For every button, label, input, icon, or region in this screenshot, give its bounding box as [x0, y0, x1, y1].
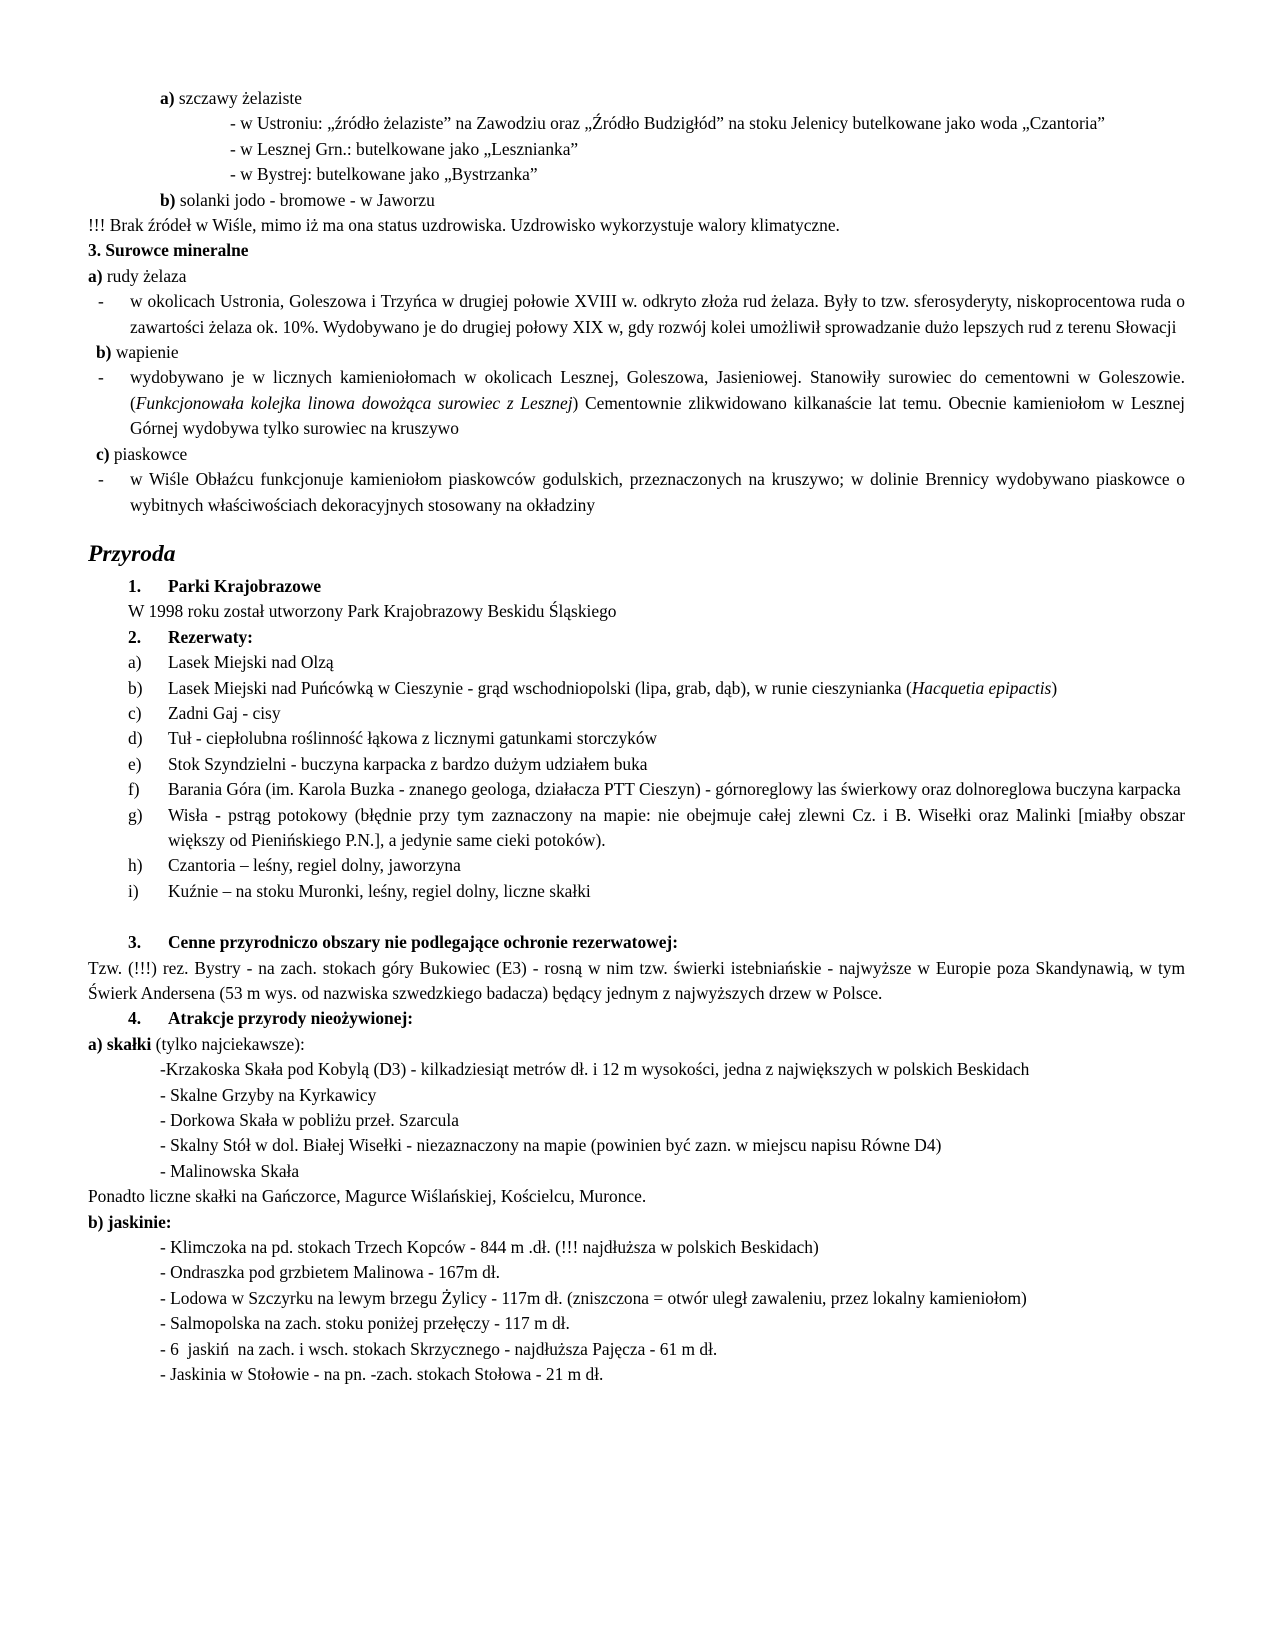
bullet-dash: - — [98, 367, 104, 388]
rock-item: - Malinowska Skała — [160, 1160, 300, 1181]
spring-detail: - w Lesznej Grn.: butelkowane jako „Lesznianka” — [230, 138, 579, 159]
rock-item: - Skalny Stół w dol. Białej Wisełki - niezaznaczony na mapie (powinien być zazn. w miejscu napisu Równe D4) — [160, 1135, 942, 1156]
item-title: Rezerwaty: — [168, 626, 253, 647]
reserve-entry — [128, 777, 1185, 802]
caves-label-line: b) jaskinie: — [88, 1211, 172, 1232]
item-text: Czantoria – leśny, regiel dolny, jaworzyna — [168, 855, 461, 876]
cave-item: - Klimczoka na pd. stokach Trzech Kopców - 844 m .dł. (!!! najdłuższa w polskich Beskidach) — [160, 1237, 819, 1258]
item-text: Stok Szyndzielni - buczyna karpacka z bardzo dużym udziałem buka — [168, 753, 648, 774]
item-title: Cenne przyrodniczo obszary nie podlegające ochronie rezerwatowej: — [168, 932, 679, 953]
cave-item: - Lodowa w Szczyrku na lewym brzegu Żylicy - 117m dł. (zniszczona = otwór uległ zawaleniu, przez lokalny kamieniołom) — [160, 1287, 1027, 1308]
valuable-areas-paragraph: Tzw. (!!!) rez. Bystry - na zach. stokach góry Bukowiec (E3) - rosną w nim tzw. świerki istebniańskie - najwyższe w Europie poza Skandynawią, w tym Świerk Andersena (53 m wys. od nazwiska szwedzkiego badacza) będący jednym z najwyższych drzew w Polsce. — [88, 957, 1185, 1003]
item-text: Kuźnie – na stoku Muronki, leśny, regiel dolny, liczne skałki — [168, 880, 591, 901]
item-marker: i) — [128, 880, 139, 901]
item-text: Tuł - ciepłolubna roślinność łąkowa z licznymi gatunkami storczyków — [168, 728, 658, 749]
reserve-entry — [128, 752, 1185, 777]
item-title: Atrakcje przyrody nieożywionej: — [168, 1008, 414, 1029]
item-text: solanki jodo - bromowe - w Jaworzu — [175, 189, 435, 210]
spring-detail: - w Ustroniu: „źródło żelaziste” na Zawodziu oraz „Źródło Budzigłód” na stoku Jelenicy butelkowane jako woda „Czantoria” — [230, 113, 1106, 134]
no-springs-note: !!! Brak źródeł w Wiśle, mimo iż ma ona status uzdrowiska. Uzdrowisko wykorzystuje walory klimatyczne. — [88, 215, 840, 236]
item-number: 1. — [128, 575, 142, 596]
bullet-dash: - — [98, 469, 104, 490]
item-marker: c) — [96, 443, 110, 464]
valuable-areas-item — [128, 930, 1185, 955]
item-text: rudy żelaza — [102, 265, 187, 286]
item-marker: b) — [96, 342, 112, 363]
sandstone-paragraph — [98, 467, 1185, 518]
item-text: Wisła - pstrąg potokowy (błędnie przy tym zaznaczony na mapie: nie obejmuje całej zlewni Cz. i B. Wisełki oraz Malinki [miałby obszar większy od Pienińskiego P.N.], a jedynie same cieki potoków). — [168, 804, 1185, 850]
item-marker: h) — [128, 855, 143, 876]
item-number: 2. — [128, 626, 142, 647]
item-marker: a) — [128, 652, 142, 673]
bullet-dash: - — [98, 291, 104, 312]
reserve-entry — [128, 701, 1185, 726]
item-marker: b) — [160, 189, 176, 210]
item-text: (tylko najciekawsze): — [151, 1033, 305, 1054]
reserve-entry — [128, 803, 1185, 854]
sandstone-line — [96, 442, 1185, 467]
item-marker: g) — [128, 804, 143, 825]
item-marker: a) skałki — [88, 1033, 152, 1054]
text-run: Lasek Miejski nad Puńcówką w Cieszynie - grąd wschodniopolski (lipa, grab, dąb), w runie cieszynianka ( — [168, 677, 912, 698]
item-marker: b) — [128, 677, 143, 698]
rock-item: -Krzakoska Skała pod Kobylą (D3) - kilkadziesiąt metrów dł. i 12 m wysokości, jedna z największych w polskich Beskidach — [160, 1059, 1030, 1080]
item-marker: d) — [128, 728, 143, 749]
text-run-italic: Funkcjonowała kolejka linowa dowożąca surowiec z Lesznej — [135, 392, 573, 413]
item-text — [168, 676, 1185, 701]
item-text: Barania Góra (im. Karola Buzka - znanego geologa, działacza PTT Cieszyn) - górnoreglowy las świerkowy oraz dolnoreglowa buczyna karpacka — [168, 779, 1181, 800]
item-marker: f) — [128, 779, 140, 800]
blank-line — [88, 904, 1185, 930]
item-marker: e) — [128, 753, 142, 774]
item-text: szczawy żelaziste — [174, 88, 302, 108]
text-run: wydobywano je w licznych kamieniołomach w okolicach Lesznej, Goleszowa, Jasieniowej. Stanowiły surowiec do cementowni w Goleszowie. ( — [130, 367, 1185, 413]
item-marker: c) — [128, 702, 142, 723]
paragraph-text: w Wiśle Obłaźcu funkcjonuje kamieniołom piaskowców godulskich, przeznaczonych na kruszywo; w dolinie Brennicy wydobywano piaskowce o wybitnych właściwościach dekoracyjnych stosowany na okładziny — [130, 469, 1185, 515]
item-number: 4. — [128, 1008, 142, 1029]
item-marker: a) — [88, 265, 103, 286]
cave-item: - Salmopolska na zach. stoku poniżej przełęczy - 117 m dł. — [160, 1313, 570, 1334]
parks-body: W 1998 roku został utworzony Park Krajobrazowy Beskidu Śląskiego — [128, 601, 617, 622]
cave-item: - Jaskinia w Stołowie - na pn. -zach. stokach Stołowa - 21 m dł. — [160, 1364, 604, 1385]
springs-item-a-line — [160, 86, 1185, 111]
cave-item: - Ondraszka pod grzbietem Malinowa - 167m dł. — [160, 1262, 500, 1283]
cave-item: - 6 jaskiń na zach. i wsch. stokach Skrzycznego - najdłuższa Pajęcza - 61 m dł. — [160, 1338, 718, 1359]
item-text: Zadni Gaj - cisy — [168, 702, 281, 723]
paragraph-text — [130, 365, 1185, 441]
item-text: Lasek Miejski nad Olzą — [168, 652, 334, 673]
rock-item: - Skalne Grzyby na Kyrkawicy — [160, 1084, 377, 1105]
text-run-italic: Hacquetia epipactis — [911, 677, 1052, 698]
reserve-entry — [128, 853, 1185, 878]
reserve-entry — [128, 726, 1185, 751]
nature-heading: Przyroda — [88, 540, 176, 567]
reserve-entry — [128, 676, 1185, 701]
item-number: 3. — [128, 932, 142, 953]
text-run: ) — [1051, 677, 1058, 698]
text-run: ) Cementownie zlikwidowano kilkanaście lat temu. Obecnie kamieniołom w Lesznej Górnej wydobywa tylko surowiec na kruszywo — [130, 392, 1185, 439]
rocks-note: Ponadto liczne skałki na Gańczorce, Magurce Wiślańskiej, Kościelcu, Muronce. — [88, 1186, 647, 1207]
mineral-resources-heading: 3. Surowce mineralne — [88, 240, 249, 261]
item-text: piaskowce — [109, 443, 188, 464]
item-title: Parki Krajobrazowe — [168, 575, 322, 596]
parks-item — [128, 574, 1185, 599]
springs-item-b-line — [160, 188, 1185, 213]
item-text: wapienie — [111, 342, 179, 363]
rocks-label-line — [88, 1032, 1185, 1057]
reserve-entry — [128, 879, 1185, 904]
limestone-paragraph — [98, 365, 1185, 441]
attractions-item — [128, 1006, 1185, 1031]
rock-item: - Dorkowa Skała w pobliżu przeł. Szarcula — [160, 1110, 459, 1131]
item-marker: a) — [160, 88, 175, 108]
paragraph-text: w okolicach Ustronia, Goleszowa i Trzyńca w drugiej połowie XVIII w. odkryto złoża rud żelaza. Były to tzw. sferosyderyty, niskoprocentowa ruda o zawartości żelaza ok. 10%. Wydobywano je do drugiej połowy XIX w, gdy rozwój kolei umożliwił sprowadzanie dużo lepszych rud z terenu Słowacji — [130, 291, 1185, 337]
reserves-item — [128, 625, 1185, 650]
reserve-entry — [128, 650, 1185, 675]
spring-detail: - w Bystrej: butelkowane jako „Bystrzanka” — [230, 164, 538, 185]
iron-ore-paragraph — [98, 289, 1185, 340]
iron-ore-line — [88, 264, 1185, 289]
limestone-line — [96, 340, 1185, 365]
